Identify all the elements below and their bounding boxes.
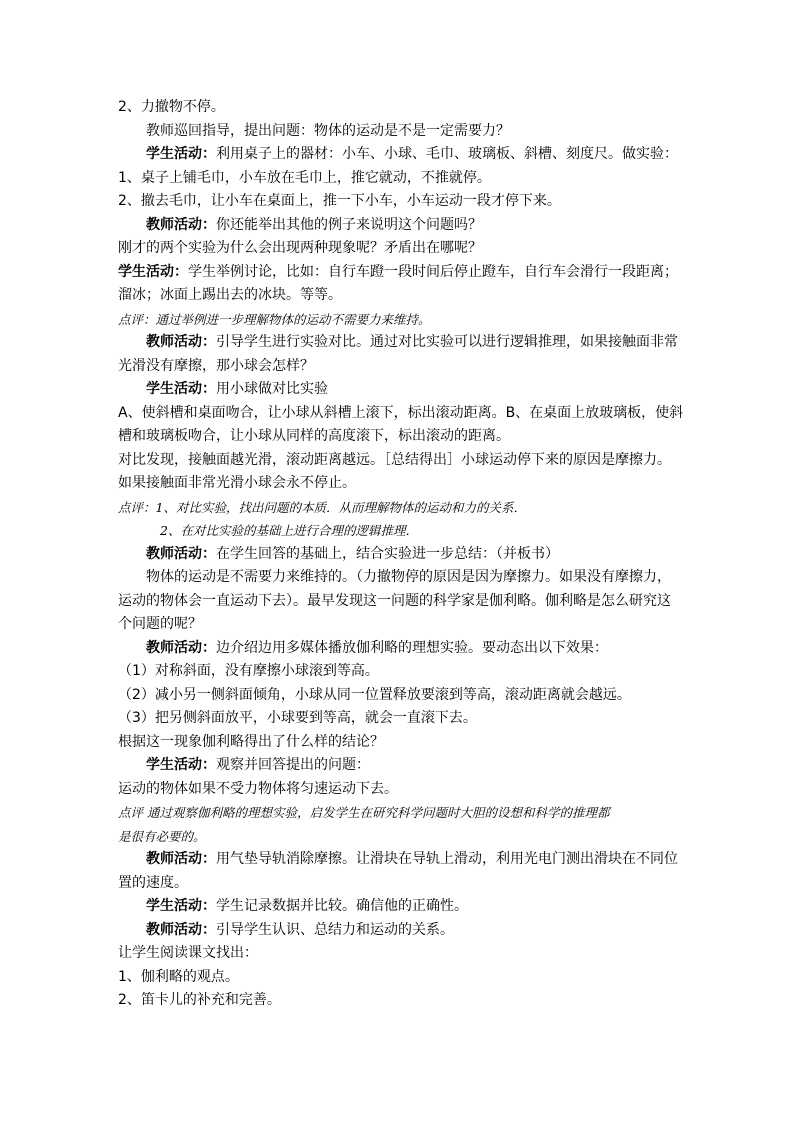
text-line: （2）减小另一侧斜面倾角，小球从同一位置释放要滚到等高，滚动距离就会越远。 xyxy=(118,686,631,703)
text-line: 如果接触面非常光滑小球会永不停止。 xyxy=(118,475,356,491)
label-teacher-activity: 教师活动： xyxy=(146,545,216,562)
comment-line: 点评 通过观察伽利略的理想实验，启发学生在研究科学问题时大胆的设想和科学的推理都 xyxy=(118,805,610,820)
text-line: 2、撤去毛巾，让小车在桌面上，推一下小车，小车运动一段才停下来。 xyxy=(118,193,561,209)
teacher-activity-line: 教师活动：用气垫导轨消除摩擦。让滑块在导轨上滑动，利用光电门测出滑块在不同位 xyxy=(146,851,678,867)
text-line: 2、笛卡儿的补充和完善。 xyxy=(118,992,281,1008)
text-line: 1、桌子上铺毛巾，小车放在毛巾上，推它就动，不推就停。 xyxy=(118,169,491,186)
label-student-activity: 学生活动： xyxy=(146,381,216,397)
label-teacher-activity: 教师活动： xyxy=(146,639,216,656)
comment-line: 2、在对比实验的基础上进行合理的逻辑推理． xyxy=(160,523,418,538)
text-line: 2、力撤物不停。 xyxy=(118,99,225,115)
comment-line: 点评：通过举例进一步理解物体的运动不需要力来维持。 xyxy=(118,311,431,327)
text-line: A、使斜槽和桌面吻合，让小球从斜槽上滚下，标出滚动距离。B、在桌面上放玻璃板，使斜 xyxy=(118,404,684,421)
comment-line: 是很有必要的。 xyxy=(118,828,206,844)
text-line: 教师巡回指导，提出问题：物体的运动是不是一定需要力？ xyxy=(146,122,510,139)
text-line: 个问题的呢？ xyxy=(118,616,202,632)
text-line: 光滑没有摩擦，那小球会怎样？ xyxy=(118,357,314,374)
label-teacher-activity: 教师活动： xyxy=(146,216,216,233)
label-comment: 点评： xyxy=(118,311,156,327)
text-line: 1、伽利略的观点。 xyxy=(118,968,239,985)
student-activity-line: 学生活动：用小球做对比实验 xyxy=(146,381,328,397)
student-activity-line: 学生活动：利用桌子上的器材：小车、小球、毛巾、玻璃板、斜槽、刻度尺。做实验： xyxy=(146,146,678,162)
label-student-activity: 学生活动： xyxy=(146,898,216,914)
teacher-activity-line: 教师活动：在学生回答的基础上，结合实验进一步总结：（并板书） xyxy=(146,545,559,562)
label-teacher-activity: 教师活动： xyxy=(146,851,216,867)
label-student-activity: 学生活动： xyxy=(146,146,216,162)
teacher-activity-line: 教师活动：引导学生进行实验对比。通过对比实验可以进行逻辑推理，如果接触面非常 xyxy=(146,334,678,350)
teacher-activity-line: 教师活动：引导学生认识、总结力和运动的关系。 xyxy=(146,921,454,938)
text-line: （1）对称斜面，没有摩擦小球滚到等高。 xyxy=(118,663,379,679)
text-line: 运动的物体如果不受力物体将匀速运动下去。 xyxy=(118,780,398,797)
label-student-activity: 学生活动： xyxy=(146,757,216,773)
text-line: 溜冰；冰面上踢出去的冰块。等等。 xyxy=(118,287,342,303)
text-line: 物体的运动是不需要力来维持的。（力撤物停的原因是因为摩擦力。如果没有摩擦力， xyxy=(146,569,671,585)
text-line: 置的速度。 xyxy=(118,874,188,891)
teacher-activity-line: 教师活动：你还能举出其他的例子来说明这个问题吗？ xyxy=(146,216,482,233)
text-line: 根据这一现象伽利略得出了什么样的结论？ xyxy=(118,733,384,750)
text-line: 运动的物体会一直运动下去）。最早发现这一问题的科学家是伽利略。伽利略是怎么研究这 xyxy=(118,592,671,609)
teacher-activity-line: 教师活动：边介绍边用多媒体播放伽利略的理想实验。要动态出以下效果： xyxy=(146,639,608,656)
student-activity-line: 学生活动：学生记录数据并比较。确信他的正确性。 xyxy=(146,898,468,914)
student-activity-line: 学生活动：观察并回答提出的问题： xyxy=(146,757,370,773)
comment-line: 点评：1、对比实验，找出问题的本质．从而理解物体的运动和力的关系． xyxy=(118,499,526,515)
text-line: （3）把另侧斜面放平，小球要到等高，就会一直滚下去。 xyxy=(118,710,477,726)
student-activity-line: 学生活动：学生举例讨论，比如：自行车蹬一段时间后停止蹬车，自行车会滑行一段距离； xyxy=(118,263,678,280)
label-teacher-activity: 教师活动： xyxy=(146,334,216,350)
text-line: 刚才的两个实验为什么会出现两种现象呢？矛盾出在哪呢？ xyxy=(118,240,482,256)
text-line: 槽和玻璃板吻合，让小球从同样的高度滚下，标出滚动的距离。 xyxy=(118,428,510,444)
text-line: 让学生阅读课文找出： xyxy=(118,945,258,961)
label-teacher-activity: 教师活动： xyxy=(146,921,216,938)
label-student-activity: 学生活动： xyxy=(118,263,188,280)
text-line: 对比发现，接触面越光滑，滚动距离越远。［总结得出］小球运动停下来的原因是摩擦力。 xyxy=(118,451,671,468)
